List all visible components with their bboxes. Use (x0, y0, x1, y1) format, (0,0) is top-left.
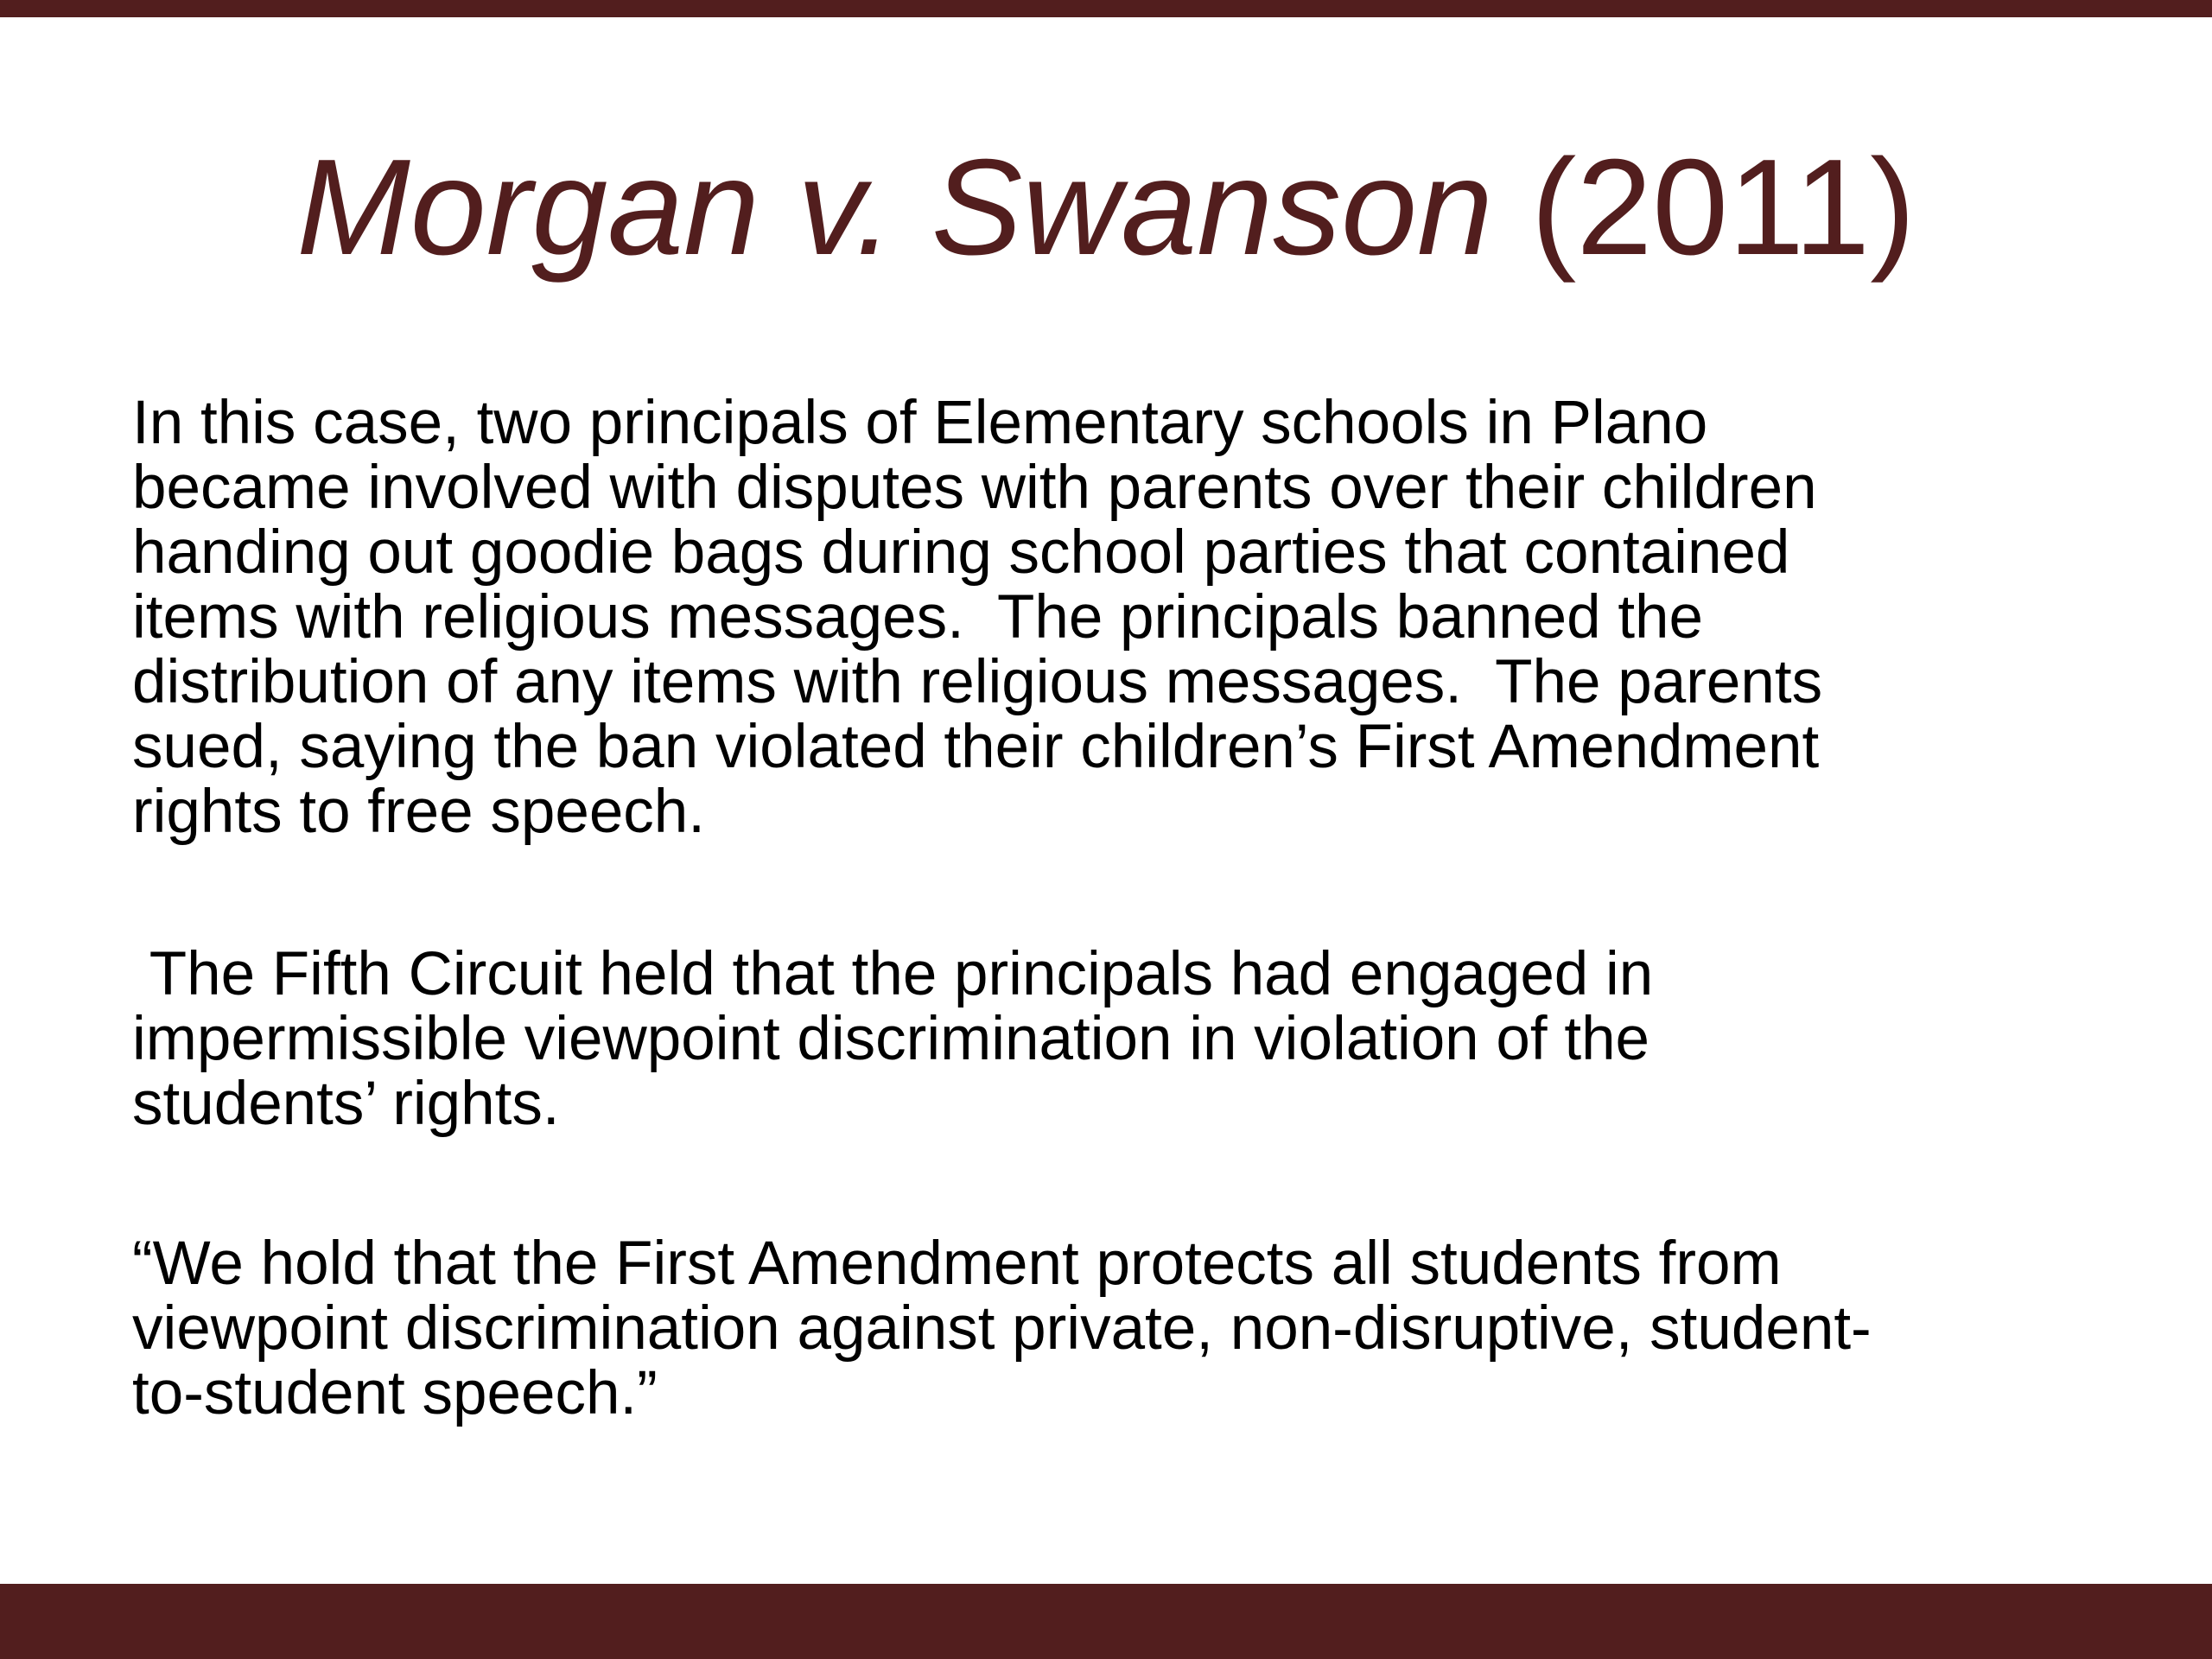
paragraph-quote: “We hold that the First Amendment protects all students from viewpoint discrimination against private, non-disruptive, student- to-student speech.” (132, 1230, 1872, 1427)
title-year: (2011) (1492, 131, 1916, 283)
title-case-name: Morgan v. Swanson (296, 131, 1493, 283)
bottom-accent-bar (0, 1584, 2212, 1659)
paragraph-case-facts: In this case, two principals of Elementary schools in Plano became involved with disputes with parents over their children handing out goodie bags during school parties that contained items with religious messages. The principals banned the distribution of any items with religious messages. The parents sued, saying the ban violated their children’s First Amendment rights to free speech. (132, 389, 1823, 846)
paragraph-holding: The Fifth Circuit held that the principals had engaged in impermissible viewpoint discrimination in violation of the students’ rights. (132, 940, 1654, 1138)
slide-title (0, 130, 2212, 285)
top-accent-bar (0, 0, 2212, 17)
